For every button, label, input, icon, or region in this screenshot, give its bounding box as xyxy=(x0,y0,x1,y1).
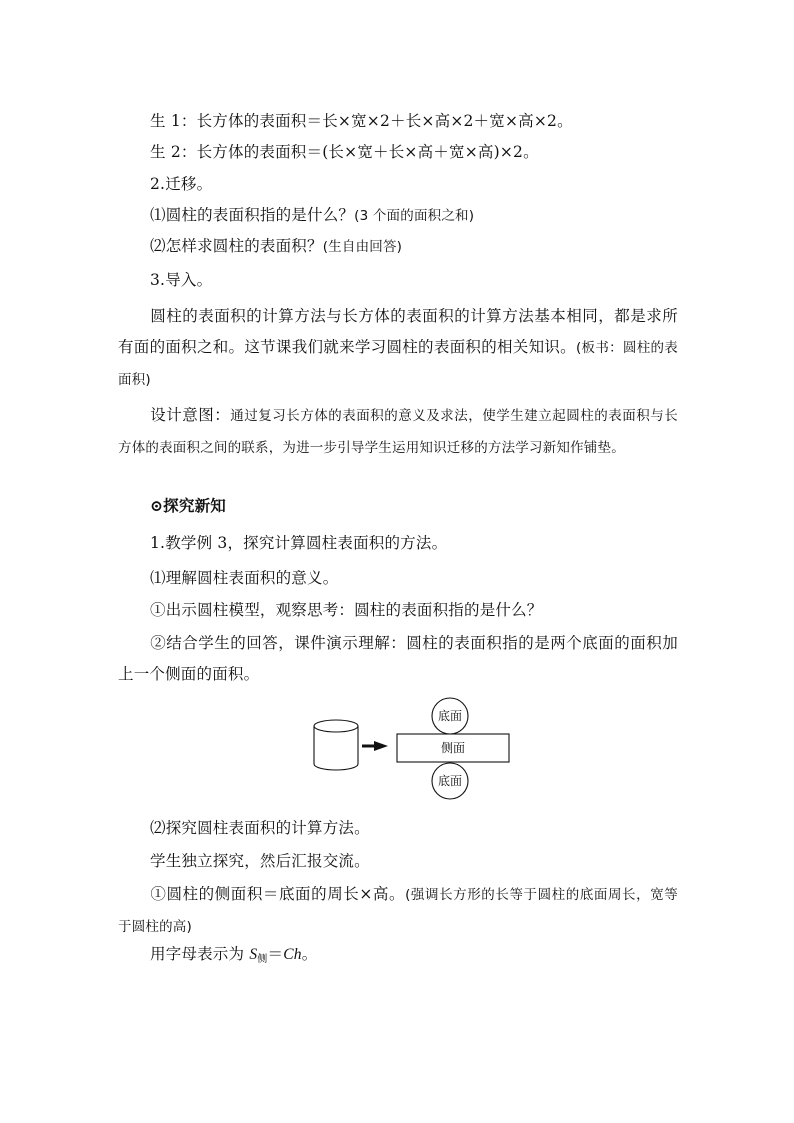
formula-equals: ＝ xyxy=(267,945,284,963)
intro-paragraph-note: (板书：圆柱的表面积) xyxy=(118,340,678,388)
sub-step-1a: ①出示圆柱模型，观察思考：圆柱的表面积指的是什么？ xyxy=(150,601,543,619)
design-intent-label: 设计意图： xyxy=(150,406,231,424)
formula-prefix: 用字母表示为 xyxy=(150,945,250,963)
formula-end: 。 xyxy=(301,945,318,963)
design-intent-paragraph xyxy=(118,400,678,464)
bottom-base-label: 底面 xyxy=(437,774,463,788)
question-2-note: (生自由回答) xyxy=(322,239,403,255)
lateral-area-paragraph xyxy=(118,879,678,943)
question-1 xyxy=(150,205,474,226)
step-intro: 3.导入。 xyxy=(150,271,213,289)
step-transfer: 2.迁移。 xyxy=(150,175,213,193)
formula-s: S xyxy=(249,946,258,963)
intro-paragraph-text: 圆柱的表面积的计算方法与长方体的表面积的计算方法基本相同，都是求所有面的面积之和。这节课我们就来学习圆柱的表面积的相关知识。 xyxy=(118,307,678,356)
top-base-label: 底面 xyxy=(437,709,463,723)
student-1-answer: 生 1：长方体的表面积＝长×宽×2＋长×高×2＋宽×高×2。 xyxy=(150,112,573,130)
right-arrow-icon xyxy=(362,741,388,751)
question-1-text: ⑴圆柱的表面积指的是什么？ xyxy=(150,206,355,224)
question-2 xyxy=(150,236,402,257)
question-1-note: (3 个面的面积之和) xyxy=(354,208,475,224)
sub-step-1b-paragraph xyxy=(118,628,678,690)
cylinder-shape xyxy=(314,720,358,770)
design-intent-text: 通过复习长方体的表面积的意义及求法，使学生建立起圆柱的表面积与长方体的表面积之间的联系，为进一步引导学生运用知识迁移的方法学习新知作铺垫。 xyxy=(118,408,678,456)
cylinder-net-diagram xyxy=(308,690,528,805)
lateral-area-text: ①圆柱的侧面积＝底面的周长×高。 xyxy=(150,885,406,903)
sub-step-1: ⑴理解圆柱表面积的意义。 xyxy=(150,569,339,587)
student-2-answer: 生 2：长方体的表面积＝(长×宽＋长×高＋宽×高)×2。 xyxy=(150,143,539,161)
lateral-face-label: 侧面 xyxy=(440,741,466,755)
intro-paragraph xyxy=(118,301,678,396)
question-2-text: ⑵怎样求圆柱的表面积？ xyxy=(150,237,323,255)
independent-explore: 学生独立探究，然后汇报交流。 xyxy=(150,852,370,870)
lateral-area-note: (强调长方形的长等于圆柱的底面周长，宽等于圆柱的高) xyxy=(118,887,678,935)
section-heading: ⊙探究新知 xyxy=(150,496,226,515)
example-3-line: 1.教学例 3，探究计算圆柱表面积的方法。 xyxy=(150,534,448,552)
sub-step-2: ⑵探究圆柱表面积的计算方法。 xyxy=(150,819,370,837)
formula-ch: Ch xyxy=(283,946,302,963)
sub-step-1b-text: ②结合学生的回答，课件演示理解：圆柱的表面积指的是两个底面的面积加上一个侧面的面积。 xyxy=(118,634,678,683)
lateral-area-formula xyxy=(150,944,317,970)
formula-subscript: 侧 xyxy=(257,954,268,965)
